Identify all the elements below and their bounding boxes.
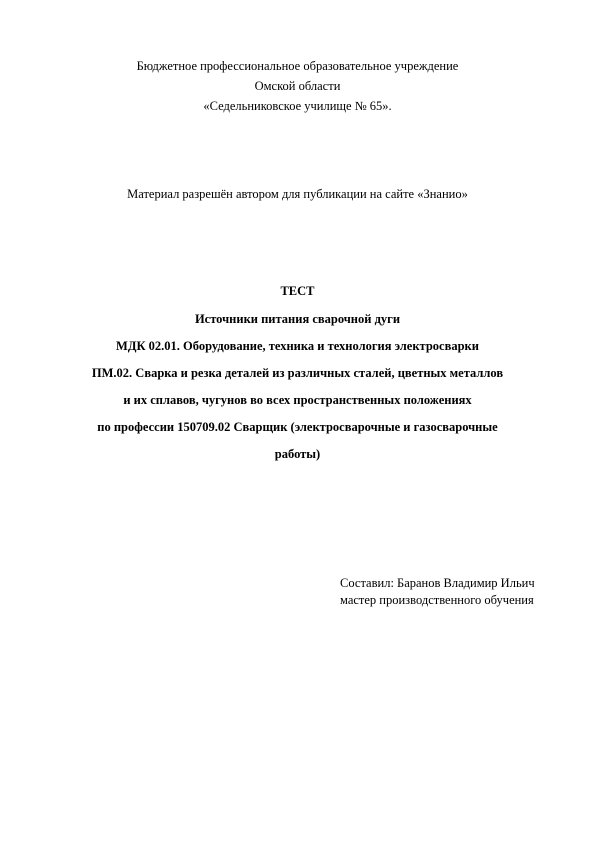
author-name: Составил: Баранов Владимир Ильич <box>340 576 535 590</box>
test-topic: Источники питания сварочной дуги <box>194 312 401 326</box>
institution-line-2: Омской области <box>254 79 341 93</box>
institution-line-3: «Седельниковское училище № 65». <box>203 99 392 113</box>
institution-line-1: Бюджетное профессиональное образовательное учреждение <box>136 59 459 73</box>
pm-line-1: ПМ.02. Сварка и резка деталей из различных сталей, цветных металлов <box>91 366 504 380</box>
profession-line-2: работы) <box>274 447 321 461</box>
permission-note: Материал разрешён автором для публикации на сайте «Знанио» <box>127 187 468 201</box>
profession-line-1: по профессии 150709.02 Сварщик (электросварочные и газосварочные <box>97 420 498 434</box>
document-heading: ТЕСТ <box>280 284 315 298</box>
pm-line-2: и их сплавов, чугунов во всех пространственных положениях <box>123 393 472 407</box>
mdk-line: МДК 02.01. Оборудование, техника и технология электросварки <box>116 339 479 353</box>
author-position: мастер производственного обучения <box>340 593 534 607</box>
